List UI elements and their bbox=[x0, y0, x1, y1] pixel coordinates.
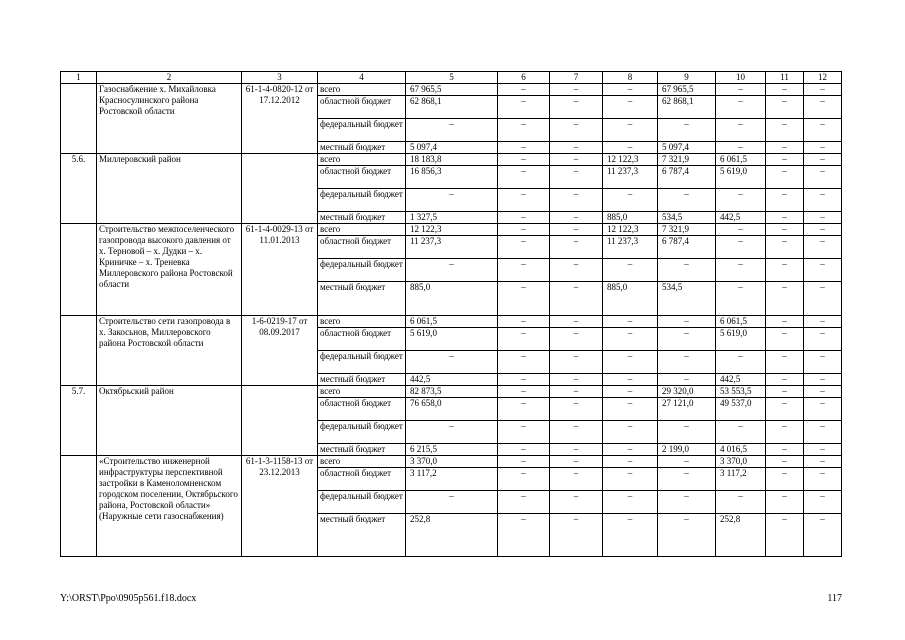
amount-cell: – bbox=[550, 514, 603, 557]
amount-cell: – bbox=[498, 316, 550, 328]
amount-cell: – bbox=[550, 386, 603, 398]
amount-cell: – bbox=[804, 468, 842, 491]
row-number: 5.7. bbox=[61, 386, 97, 456]
funding-source: областной бюджет bbox=[318, 328, 406, 351]
column-header: 12 bbox=[804, 72, 842, 84]
amount-cell: – bbox=[766, 119, 804, 142]
amount-cell: – bbox=[658, 316, 716, 328]
amount-cell: – bbox=[550, 328, 603, 351]
column-header: 1 bbox=[61, 72, 97, 84]
object-name: Строительство сети газопровода в х. Закосьнов, Миллеровского района Ростовской области bbox=[97, 316, 242, 386]
amount-cell: – bbox=[550, 491, 603, 514]
funding-source: всего bbox=[318, 456, 406, 468]
column-header: 7 bbox=[550, 72, 603, 84]
amount-cell: – bbox=[603, 398, 658, 421]
amount-cell: – bbox=[498, 468, 550, 491]
funding-source: всего bbox=[318, 316, 406, 328]
amount-cell: – bbox=[498, 84, 550, 96]
amount-cell: – bbox=[804, 444, 842, 456]
amount-cell: – bbox=[603, 96, 658, 119]
amount-cell: – bbox=[550, 282, 603, 316]
amount-cell: 5 097,4 bbox=[658, 142, 716, 154]
table-row bbox=[61, 386, 842, 398]
amount-cell: – bbox=[804, 189, 842, 212]
amount-cell: 4 016,5 bbox=[716, 444, 766, 456]
amount-cell: – bbox=[766, 84, 804, 96]
amount-cell: – bbox=[498, 456, 550, 468]
amount-cell: – bbox=[716, 259, 766, 282]
column-header: 8 bbox=[603, 72, 658, 84]
amount-cell: – bbox=[498, 236, 550, 259]
object-name: Октябрьский район bbox=[97, 386, 242, 456]
amount-cell: – bbox=[406, 351, 498, 374]
funding-source: местный бюджет bbox=[318, 444, 406, 456]
amount-cell: – bbox=[766, 374, 804, 386]
amount-cell: – bbox=[550, 166, 603, 189]
amount-cell: – bbox=[603, 514, 658, 557]
funding-source: областной бюджет bbox=[318, 468, 406, 491]
footer-page-number: 117 bbox=[827, 593, 842, 604]
amount-cell: – bbox=[550, 224, 603, 236]
row-number bbox=[61, 224, 97, 316]
amount-cell: 6 061,5 bbox=[716, 154, 766, 166]
funding-source: федеральный бюджет bbox=[318, 421, 406, 444]
amount-cell: 252,8 bbox=[406, 514, 498, 557]
amount-cell: 11 237,3 bbox=[603, 236, 658, 259]
amount-cell: – bbox=[804, 351, 842, 374]
amount-cell: – bbox=[603, 444, 658, 456]
amount-cell: – bbox=[804, 491, 842, 514]
amount-cell: – bbox=[658, 189, 716, 212]
amount-cell: – bbox=[658, 514, 716, 557]
amount-cell: – bbox=[804, 328, 842, 351]
amount-cell: 27 121,0 bbox=[658, 398, 716, 421]
funding-source: всего bbox=[318, 224, 406, 236]
amount-cell: – bbox=[550, 444, 603, 456]
funding-source: федеральный бюджет bbox=[318, 259, 406, 282]
column-header: 5 bbox=[406, 72, 498, 84]
table-row bbox=[61, 224, 842, 236]
amount-cell: – bbox=[498, 374, 550, 386]
amount-cell: – bbox=[603, 189, 658, 212]
amount-cell: – bbox=[804, 398, 842, 421]
column-header: 3 bbox=[242, 72, 318, 84]
amount-cell: 442,5 bbox=[406, 374, 498, 386]
amount-cell: – bbox=[498, 259, 550, 282]
amount-cell: – bbox=[804, 514, 842, 557]
amount-cell: – bbox=[766, 189, 804, 212]
amount-cell: 1 327,5 bbox=[406, 212, 498, 224]
amount-cell: 5 619,0 bbox=[716, 328, 766, 351]
amount-cell: – bbox=[716, 282, 766, 316]
amount-cell: – bbox=[498, 212, 550, 224]
column-header: 10 bbox=[716, 72, 766, 84]
amount-cell: – bbox=[766, 282, 804, 316]
column-header: 4 bbox=[318, 72, 406, 84]
amount-cell: – bbox=[550, 96, 603, 119]
amount-cell: – bbox=[804, 166, 842, 189]
amount-cell: – bbox=[498, 351, 550, 374]
amount-cell: – bbox=[804, 224, 842, 236]
amount-cell: – bbox=[658, 456, 716, 468]
amount-cell: 6 061,5 bbox=[716, 316, 766, 328]
amount-cell: – bbox=[766, 212, 804, 224]
footer-file-path: Y:\ORST\Ppo\0905p561.f18.docx bbox=[60, 593, 197, 604]
amount-cell: 11 237,3 bbox=[603, 166, 658, 189]
project-document: 61-1-3-1158-13 от 23.12.2013 bbox=[242, 456, 318, 557]
funding-source: федеральный бюджет bbox=[318, 491, 406, 514]
amount-cell: – bbox=[550, 236, 603, 259]
amount-cell: – bbox=[716, 84, 766, 96]
amount-cell: – bbox=[603, 328, 658, 351]
object-name: Миллеровский район bbox=[97, 154, 242, 224]
amount-cell: – bbox=[658, 119, 716, 142]
table-row bbox=[61, 154, 842, 166]
amount-cell: – bbox=[550, 316, 603, 328]
amount-cell: – bbox=[603, 351, 658, 374]
amount-cell: – bbox=[658, 491, 716, 514]
amount-cell: – bbox=[804, 212, 842, 224]
amount-cell: – bbox=[766, 142, 804, 154]
amount-cell: 7 321,9 bbox=[658, 224, 716, 236]
amount-cell: 3 370,0 bbox=[716, 456, 766, 468]
funding-source: всего bbox=[318, 84, 406, 96]
column-header: 9 bbox=[658, 72, 716, 84]
amount-cell: 3 117,2 bbox=[716, 468, 766, 491]
amount-cell: – bbox=[550, 189, 603, 212]
funding-source: местный бюджет bbox=[318, 282, 406, 316]
funding-source: всего bbox=[318, 154, 406, 166]
amount-cell: 6 787,4 bbox=[658, 166, 716, 189]
amount-cell: – bbox=[658, 351, 716, 374]
amount-cell: 2 199,0 bbox=[658, 444, 716, 456]
funding-source: местный бюджет bbox=[318, 142, 406, 154]
amount-cell: – bbox=[804, 421, 842, 444]
amount-cell: 534,5 bbox=[658, 212, 716, 224]
amount-cell: – bbox=[658, 328, 716, 351]
amount-cell: – bbox=[498, 421, 550, 444]
amount-cell: – bbox=[658, 468, 716, 491]
amount-cell: 442,5 bbox=[716, 374, 766, 386]
amount-cell: – bbox=[766, 351, 804, 374]
amount-cell: 5 097,4 bbox=[406, 142, 498, 154]
funding-source: федеральный бюджет bbox=[318, 351, 406, 374]
amount-cell: – bbox=[766, 456, 804, 468]
amount-cell: 18 183,8 bbox=[406, 154, 498, 166]
row-number bbox=[61, 316, 97, 386]
amount-cell: – bbox=[406, 259, 498, 282]
amount-cell: – bbox=[498, 189, 550, 212]
amount-cell: – bbox=[804, 236, 842, 259]
amount-cell: 3 117,2 bbox=[406, 468, 498, 491]
amount-cell: – bbox=[498, 142, 550, 154]
column-header: 11 bbox=[766, 72, 804, 84]
amount-cell: – bbox=[603, 456, 658, 468]
amount-cell: – bbox=[766, 398, 804, 421]
amount-cell: – bbox=[498, 166, 550, 189]
amount-cell: – bbox=[766, 421, 804, 444]
amount-cell: 885,0 bbox=[603, 282, 658, 316]
amount-cell: 76 658,0 bbox=[406, 398, 498, 421]
amount-cell: – bbox=[550, 84, 603, 96]
amount-cell: – bbox=[658, 421, 716, 444]
project-document: 61-1-4-0820-12 от 17.12.2012 bbox=[242, 84, 318, 154]
amount-cell: – bbox=[406, 421, 498, 444]
amount-cell: – bbox=[766, 491, 804, 514]
amount-cell: – bbox=[766, 316, 804, 328]
amount-cell: 7 321,9 bbox=[658, 154, 716, 166]
amount-cell: – bbox=[603, 259, 658, 282]
amount-cell: – bbox=[804, 386, 842, 398]
column-header: 2 bbox=[97, 72, 242, 84]
header-row bbox=[61, 72, 842, 84]
amount-cell: – bbox=[766, 514, 804, 557]
amount-cell: 12 122,3 bbox=[603, 154, 658, 166]
funding-source: местный бюджет bbox=[318, 212, 406, 224]
amount-cell: – bbox=[603, 386, 658, 398]
amount-cell: 12 122,3 bbox=[406, 224, 498, 236]
amount-cell: – bbox=[603, 142, 658, 154]
amount-cell: 6 787,4 bbox=[658, 236, 716, 259]
amount-cell: – bbox=[766, 328, 804, 351]
amount-cell: 442,5 bbox=[716, 212, 766, 224]
column-header: 6 bbox=[498, 72, 550, 84]
funding-source: местный бюджет bbox=[318, 374, 406, 386]
amount-cell: 62 868,1 bbox=[406, 96, 498, 119]
amount-cell: – bbox=[716, 236, 766, 259]
amount-cell: – bbox=[716, 351, 766, 374]
amount-cell: – bbox=[603, 421, 658, 444]
amount-cell: – bbox=[766, 444, 804, 456]
funding-source: областной бюджет bbox=[318, 96, 406, 119]
amount-cell: – bbox=[804, 119, 842, 142]
amount-cell: – bbox=[716, 142, 766, 154]
amount-cell: – bbox=[498, 154, 550, 166]
project-document bbox=[242, 386, 318, 456]
funding-source: федеральный бюджет bbox=[318, 189, 406, 212]
amount-cell: – bbox=[498, 386, 550, 398]
amount-cell: – bbox=[550, 212, 603, 224]
amount-cell: – bbox=[658, 374, 716, 386]
amount-cell: – bbox=[766, 166, 804, 189]
amount-cell: – bbox=[804, 456, 842, 468]
amount-cell: – bbox=[406, 119, 498, 142]
amount-cell: 6 215,5 bbox=[406, 444, 498, 456]
amount-cell: – bbox=[406, 491, 498, 514]
amount-cell: – bbox=[498, 224, 550, 236]
amount-cell: – bbox=[603, 119, 658, 142]
funding-source: областной бюджет bbox=[318, 166, 406, 189]
amount-cell: – bbox=[804, 84, 842, 96]
amount-cell: – bbox=[498, 282, 550, 316]
amount-cell: 885,0 bbox=[603, 212, 658, 224]
amount-cell: – bbox=[603, 491, 658, 514]
row-number bbox=[61, 84, 97, 154]
amount-cell: – bbox=[603, 316, 658, 328]
amount-cell: – bbox=[550, 456, 603, 468]
amount-cell: – bbox=[550, 142, 603, 154]
amount-cell: – bbox=[716, 491, 766, 514]
amount-cell: – bbox=[766, 224, 804, 236]
amount-cell: 67 965,5 bbox=[406, 84, 498, 96]
amount-cell: – bbox=[766, 468, 804, 491]
amount-cell: – bbox=[766, 154, 804, 166]
amount-cell: – bbox=[804, 154, 842, 166]
amount-cell: – bbox=[804, 96, 842, 119]
amount-cell: – bbox=[550, 398, 603, 421]
amount-cell: – bbox=[550, 421, 603, 444]
budget-table bbox=[60, 71, 842, 557]
amount-cell: 67 965,5 bbox=[658, 84, 716, 96]
amount-cell: – bbox=[498, 398, 550, 421]
amount-cell: – bbox=[804, 259, 842, 282]
amount-cell: – bbox=[716, 224, 766, 236]
amount-cell: 5 619,0 bbox=[716, 166, 766, 189]
amount-cell: – bbox=[498, 119, 550, 142]
amount-cell: – bbox=[716, 189, 766, 212]
amount-cell: 534,5 bbox=[658, 282, 716, 316]
amount-cell: – bbox=[498, 444, 550, 456]
table-row bbox=[61, 84, 842, 96]
amount-cell: 29 320,0 bbox=[658, 386, 716, 398]
table-row bbox=[61, 456, 842, 468]
amount-cell: 12 122,3 bbox=[603, 224, 658, 236]
amount-cell: – bbox=[498, 491, 550, 514]
amount-cell: – bbox=[804, 316, 842, 328]
project-document: 1-6-0219-17 от 08.09.2017 bbox=[242, 316, 318, 386]
funding-source: федеральный бюджет bbox=[318, 119, 406, 142]
amount-cell: 16 856,3 bbox=[406, 166, 498, 189]
amount-cell: 53 553,5 bbox=[716, 386, 766, 398]
amount-cell: 885,0 bbox=[406, 282, 498, 316]
table-row bbox=[61, 316, 842, 328]
amount-cell: – bbox=[804, 374, 842, 386]
amount-cell: – bbox=[716, 421, 766, 444]
amount-cell: – bbox=[766, 259, 804, 282]
amount-cell: 82 873,5 bbox=[406, 386, 498, 398]
amount-cell: – bbox=[550, 374, 603, 386]
amount-cell: 3 370,0 bbox=[406, 456, 498, 468]
funding-source: областной бюджет bbox=[318, 398, 406, 421]
amount-cell: – bbox=[550, 154, 603, 166]
funding-source: всего bbox=[318, 386, 406, 398]
amount-cell: – bbox=[550, 468, 603, 491]
amount-cell: – bbox=[603, 84, 658, 96]
project-document: 61-1-4-0029-13 от 11.01.2013 bbox=[242, 224, 318, 316]
row-number: 5.6. bbox=[61, 154, 97, 224]
amount-cell: – bbox=[766, 96, 804, 119]
amount-cell: – bbox=[716, 119, 766, 142]
amount-cell: – bbox=[658, 259, 716, 282]
amount-cell: 11 237,3 bbox=[406, 236, 498, 259]
amount-cell: – bbox=[603, 468, 658, 491]
object-name: Газоснабжение х. Михайловка Красносулинского района Ростовской области bbox=[97, 84, 242, 154]
amount-cell: – bbox=[804, 282, 842, 316]
amount-cell: – bbox=[603, 374, 658, 386]
amount-cell: – bbox=[498, 96, 550, 119]
amount-cell: 6 061,5 bbox=[406, 316, 498, 328]
row-number bbox=[61, 456, 97, 557]
amount-cell: 252,8 bbox=[716, 514, 766, 557]
amount-cell: – bbox=[550, 119, 603, 142]
object-name: «Строительство инженерной инфраструктуры перспективной застройки в Каменоломненском городском поселении, Октябрьского района, Ростовской области» (Наружные сети газоснабжения) bbox=[97, 456, 242, 557]
funding-source: местный бюджет bbox=[318, 514, 406, 557]
amount-cell: – bbox=[716, 96, 766, 119]
project-document bbox=[242, 154, 318, 224]
amount-cell: – bbox=[498, 514, 550, 557]
amount-cell: 5 619,0 bbox=[406, 328, 498, 351]
amount-cell: – bbox=[766, 386, 804, 398]
amount-cell: – bbox=[406, 189, 498, 212]
amount-cell: 49 537,0 bbox=[716, 398, 766, 421]
amount-cell: 62 868,1 bbox=[658, 96, 716, 119]
object-name: Строительство межпоселенческого газопровода высокого давления от х. Терновой – х. Дудки – х. Криничке – х. Треневка Миллеровского района Ростовской области bbox=[97, 224, 242, 316]
amount-cell: – bbox=[550, 259, 603, 282]
amount-cell: – bbox=[766, 236, 804, 259]
amount-cell: – bbox=[498, 328, 550, 351]
funding-source: областной бюджет bbox=[318, 236, 406, 259]
amount-cell: – bbox=[804, 142, 842, 154]
amount-cell: – bbox=[550, 351, 603, 374]
